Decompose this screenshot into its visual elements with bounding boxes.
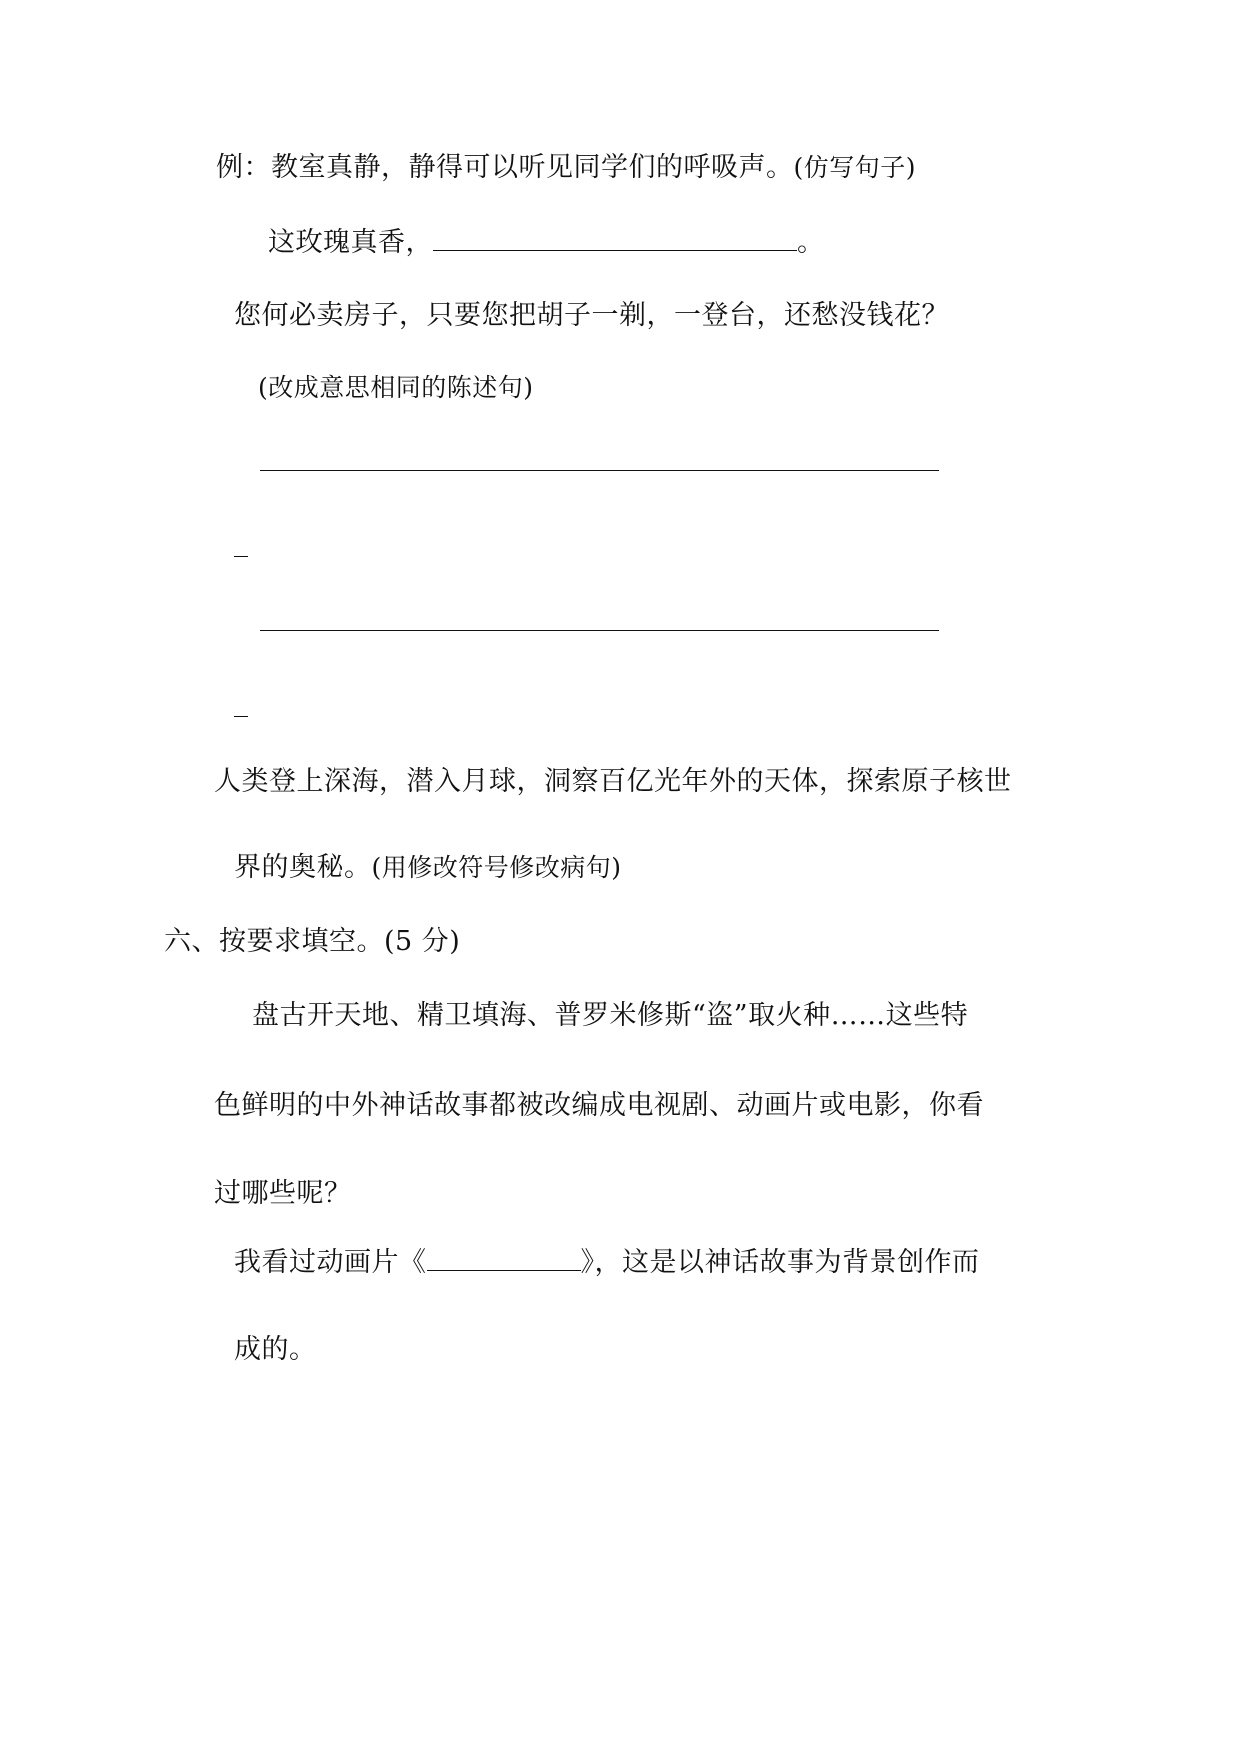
imitation-answer-end: 。	[797, 227, 825, 258]
section-6-paragraph-line1: 盘古开天地、精卫填海、普罗米修斯“盗”取火种……这些特	[252, 1000, 969, 1031]
rewrite-instruction: (改成意思相同的陈述句)	[258, 373, 534, 402]
imitation-answer-line	[268, 224, 825, 261]
imitation-answer-blank[interactable]	[433, 224, 797, 251]
section-6-answer-line1	[234, 1244, 980, 1281]
rewrite-answer-line-2-tail	[234, 716, 248, 717]
example-sentence	[216, 150, 916, 186]
section-6-answer-line2: 成的。	[234, 1334, 317, 1365]
section-6-paragraph-line3: 过哪些呢？	[214, 1178, 352, 1209]
correction-sentence-line2	[234, 850, 622, 886]
cartoon-title-blank[interactable]	[427, 1244, 581, 1271]
correction-text: 界的奥秘。	[234, 852, 372, 883]
correction-instruction: (用修改符号修改病句)	[371, 853, 622, 882]
rewrite-answer-line-1-tail	[234, 556, 248, 557]
rewrite-sentence: 您何必卖房子，只要您把胡子一剃，一登台，还愁没钱花？	[234, 300, 949, 331]
example-text: 例：教室真静，静得可以听见同学们的呼吸声。	[216, 152, 794, 183]
section-6-title: 六、按要求填空。	[164, 926, 384, 957]
rewrite-answer-line-1[interactable]	[260, 470, 939, 471]
section-6-heading	[164, 924, 460, 960]
section-6-paragraph-line2: 色鲜明的中外神话故事都被改编成电视剧、动画片或电影，你看	[214, 1090, 984, 1121]
rewrite-answer-line-2[interactable]	[260, 630, 939, 631]
section-6-score: (5 分)	[384, 926, 461, 957]
example-instruction: (仿写句子)	[793, 153, 917, 182]
correction-sentence-line1: 人类登上深海，潜入月球，洞察百亿光年外的天体，探索原子核世	[214, 766, 1012, 797]
answer-start: 我看过动画片《	[234, 1247, 427, 1278]
imitation-answer-start: 这玫瑰真香，	[268, 227, 433, 258]
answer-end: 》，这是以神话故事为背景创作而	[580, 1247, 980, 1278]
